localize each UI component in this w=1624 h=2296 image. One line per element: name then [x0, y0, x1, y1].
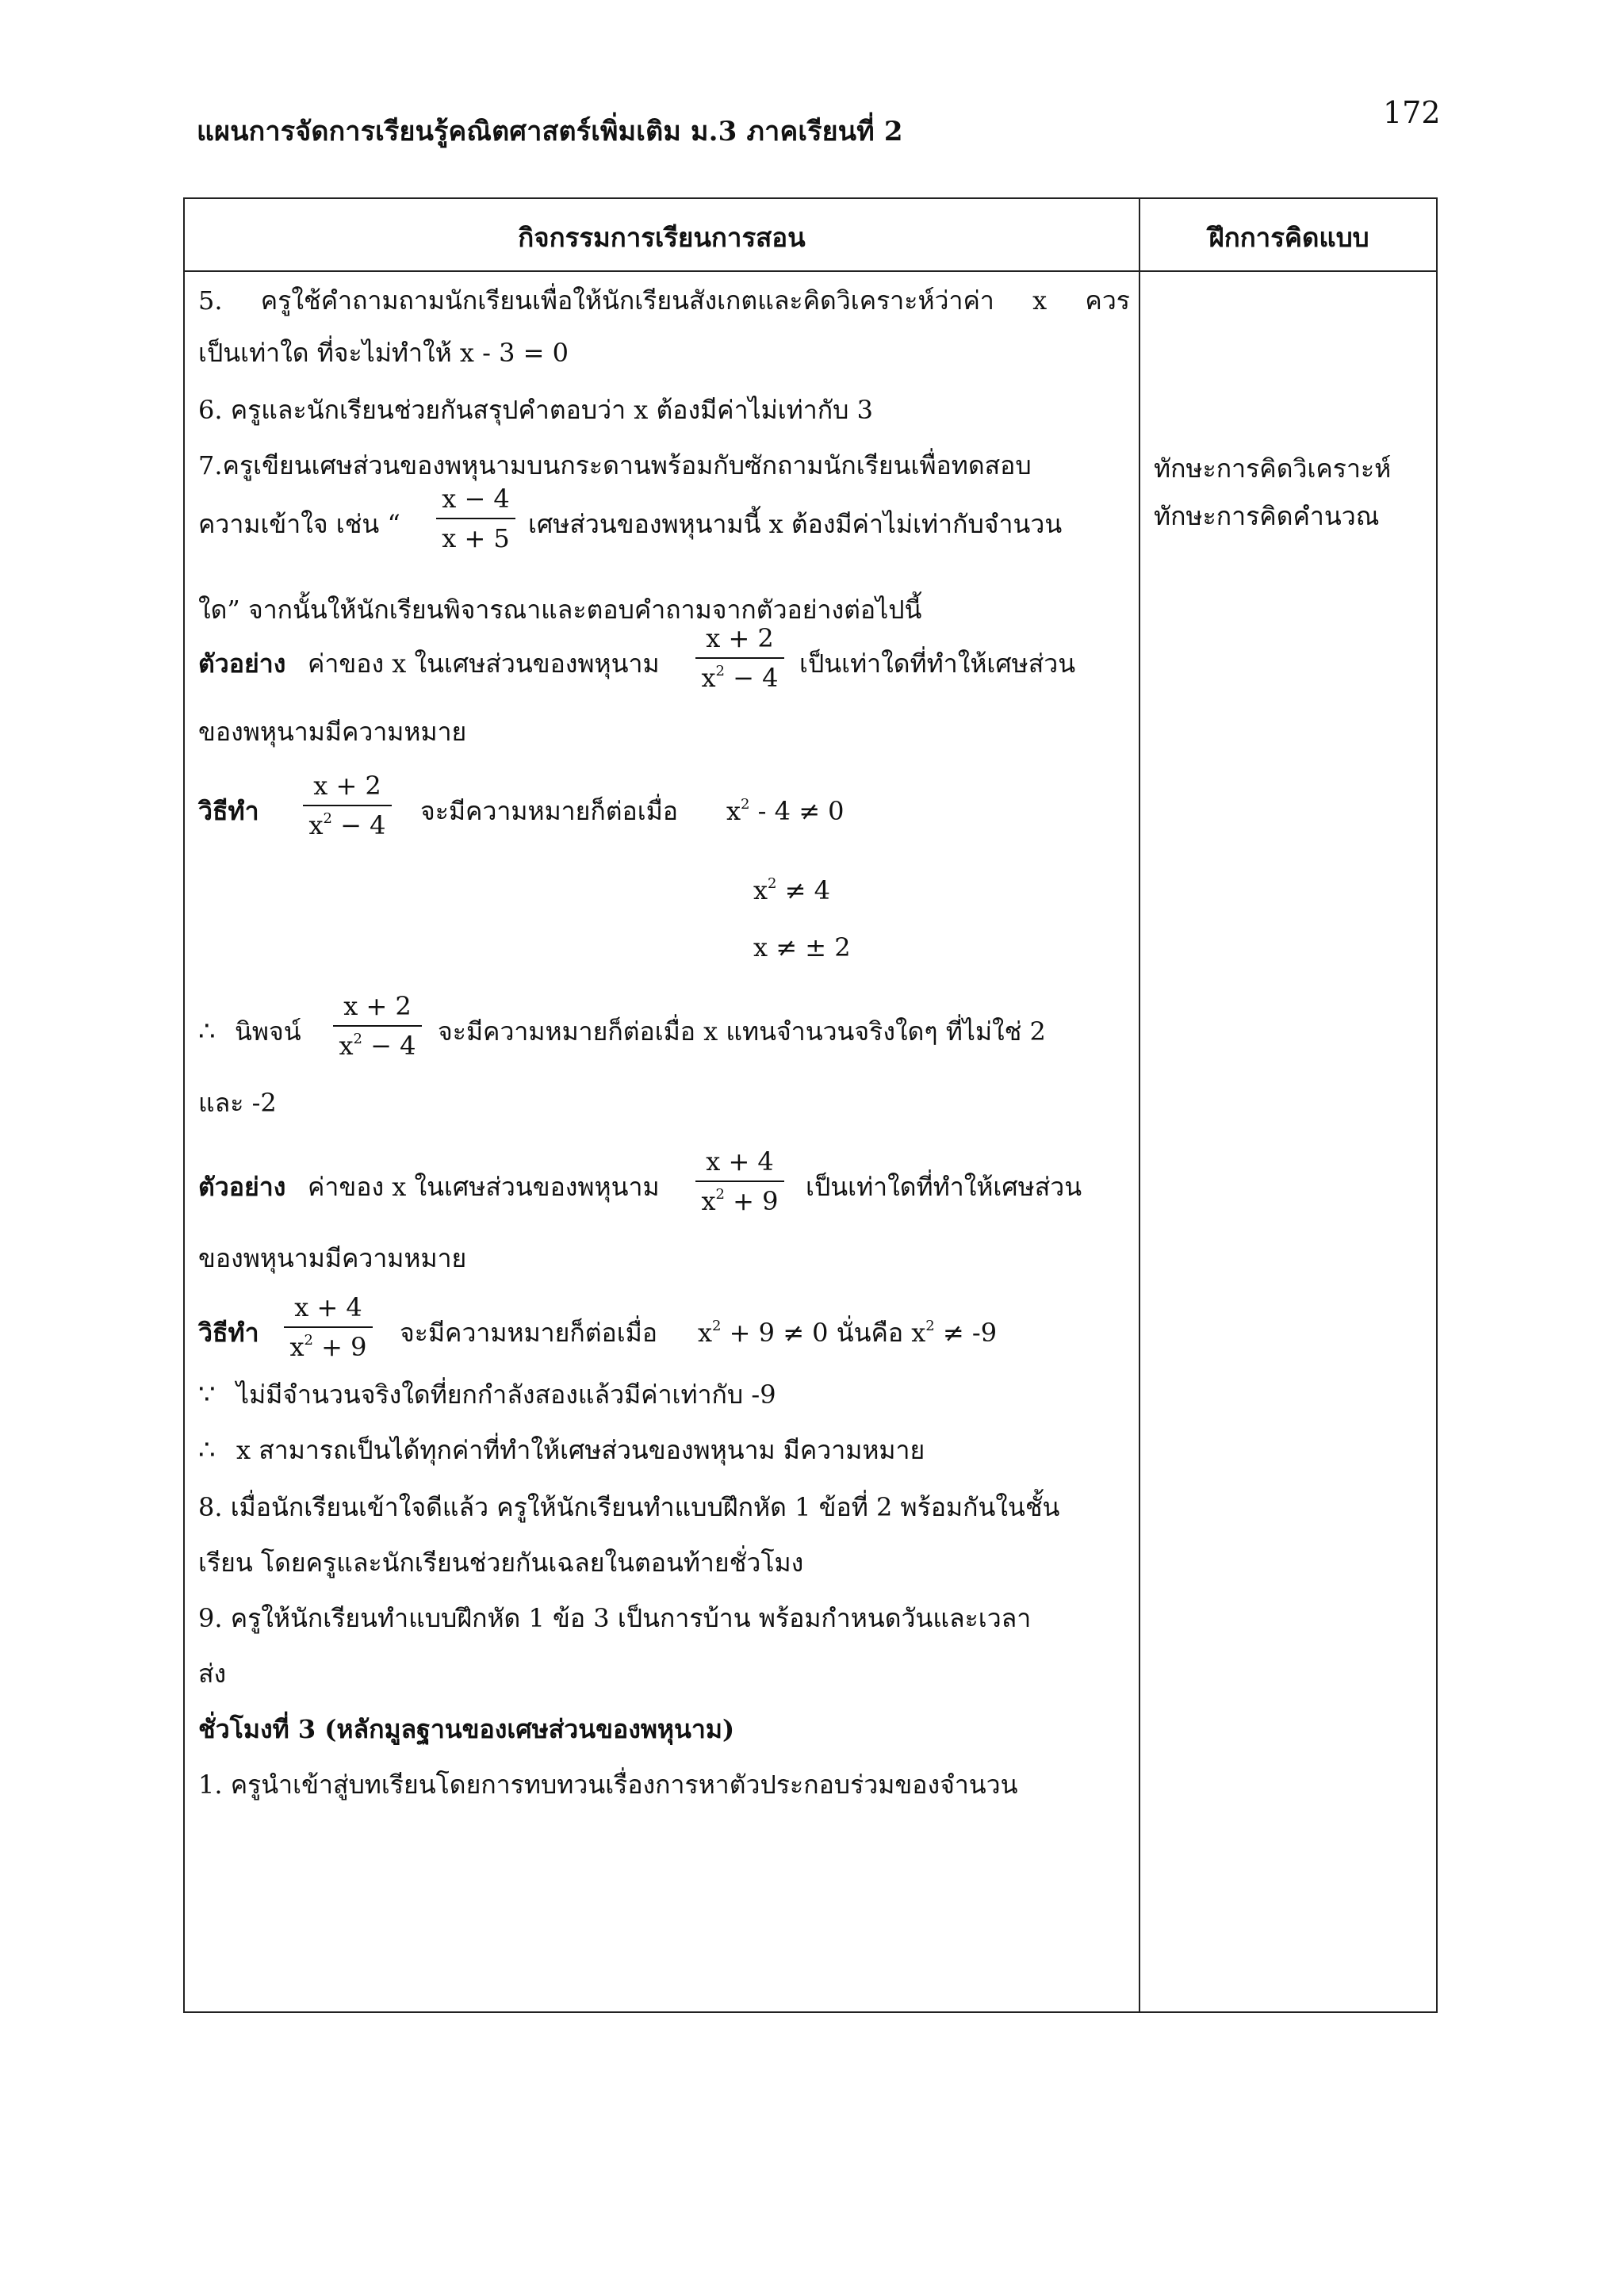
den-base: x — [339, 1031, 354, 1061]
step-5-text: ครูใช้คำถามถามนักเรียนเพื่อให้นักเรียนสังเกตและคิดวิเคราะห์ว่าค่า — [260, 285, 994, 316]
den-rest: + 9 — [724, 1186, 779, 1216]
page-number: 172 — [1383, 95, 1441, 130]
den-base: x — [289, 1332, 304, 1362]
den-base: x — [701, 1186, 716, 1216]
solution-1-fraction — [303, 770, 392, 846]
example-1-continuation: ของพหุนามมีความหมาย — [198, 717, 467, 747]
conclusion-1-post: จะมีความหมายก็ต่อเมื่อ x แทนจำนวนจริงใดๆ ที่ไม่ใช่ 2 — [438, 1016, 1046, 1047]
fraction-numerator: x + 2 — [343, 991, 412, 1021]
fraction-numerator: x − 4 — [442, 484, 510, 514]
den-exponent: 2 — [304, 1332, 313, 1349]
step-8-line-1: 8. เมื่อนักเรียนเข้าใจดีแล้ว ครูให้นักเรียนทำแบบฝึกหัด 1 ข้อที่ 2 พร้อมกันในชั้น — [198, 1492, 1060, 1522]
example-2-pre: ค่าของ x ในเศษส่วนของพหุนาม — [308, 1172, 660, 1202]
step-8-line-2: เรียน โดยครูและนักเรียนช่วยกันเฉลยในตอนท้ายชั่วโมง — [198, 1548, 804, 1578]
eq-rest: ≠ 4 — [776, 875, 831, 905]
header-divider — [185, 270, 1436, 272]
solution-1-eq-2 — [753, 874, 830, 911]
example-2-label: ตัวอย่าง — [198, 1172, 286, 1202]
den-exponent: 2 — [715, 663, 725, 679]
step-9-line-1: 9. ครูให้นักเรียนทำแบบฝึกหัด 1 ข้อ 3 เป็นการบ้าน พร้อมกำหนดวันและเวลา — [198, 1603, 1032, 1633]
fraction-denominator — [695, 662, 784, 698]
den-rest: − 4 — [362, 1031, 416, 1061]
solution-1-eq-3: x ≠ ± 2 — [753, 932, 851, 962]
column-header-activity: กิจกรรมการเรียนการสอน — [518, 222, 806, 253]
eq-exponent: 2 — [712, 1318, 722, 1334]
eq-exponent-2: 2 — [925, 1318, 935, 1334]
step-9-line-2: ส่ง — [198, 1659, 227, 1689]
example-1-pre: ค่าของ x ในเศษส่วนของพหุนาม — [308, 649, 660, 679]
step-7-line-2-post: เศษส่วนของพหุนามนี้ x ต้องมีค่าไม่เท่ากับจำนวน — [528, 509, 1063, 539]
den-base: x — [308, 810, 324, 840]
lesson-table — [183, 197, 1438, 2013]
eq-base: x — [726, 796, 741, 826]
step-5-line-2: เป็นเท่าใด ที่จะไม่ทำให้ x - 3 = 0 — [198, 338, 569, 368]
den-exponent: 2 — [323, 810, 332, 827]
den-base: x — [701, 663, 716, 693]
fraction-denominator: x + 5 — [442, 523, 510, 553]
solution-2-label: วิธีทำ — [198, 1318, 259, 1348]
thinking-skill-calculation: ทักษะการคิดคำนวณ — [1154, 501, 1380, 531]
solution-1-text: จะมีความหมายก็ต่อเมื่อ — [420, 796, 678, 826]
eq-exponent: 2 — [768, 875, 777, 892]
conclusion-1-continuation: และ -2 — [198, 1088, 277, 1118]
example-2-fraction — [695, 1146, 784, 1222]
example-1-post: เป็นเท่าใดที่ทำให้เศษส่วน — [799, 649, 1076, 679]
den-exponent: 2 — [715, 1186, 725, 1203]
fraction-bar — [284, 1326, 373, 1328]
conclusion-1-pre: นิพจน์ — [235, 1016, 301, 1047]
fraction-denominator — [695, 1185, 784, 1222]
eq-exponent: 2 — [741, 796, 750, 813]
eq-base: x — [753, 875, 768, 905]
step-5-end: ควร — [1085, 285, 1130, 316]
fraction-bar — [333, 1025, 422, 1027]
fraction-numerator: x + 4 — [706, 1146, 774, 1177]
hour-3-heading: ชั่วโมงที่ 3 (หลักมูลฐานของเศษส่วนของพหุนาม) — [198, 1714, 735, 1744]
example-2-post: เป็นเท่าใดที่ทำให้เศษส่วน — [806, 1172, 1082, 1202]
solution-2-fraction — [284, 1292, 373, 1368]
fraction-x-minus-4-over-x-plus-5 — [436, 483, 515, 554]
therefore-symbol-2: ∴ — [198, 1434, 216, 1466]
page-header-title: แผนการจัดการเรียนรู้คณิตศาสตร์เพิ่มเติม ม.3 ภาคเรียนที่ 2 — [197, 116, 903, 147]
fraction-denominator — [333, 1030, 422, 1066]
because-symbol: ∵ — [198, 1379, 216, 1410]
step-5-number: 5. — [198, 285, 223, 316]
fraction-numerator: x + 4 — [294, 1292, 362, 1322]
fraction-bar — [303, 805, 392, 806]
fraction-numerator: x + 2 — [313, 771, 381, 801]
example-1-fraction — [695, 622, 784, 698]
fraction-bar — [436, 518, 515, 519]
step-7-line-2-pre: ความเข้าใจ เช่น “ — [198, 509, 400, 539]
eq-base: x — [698, 1318, 713, 1348]
solution-2-eq — [698, 1317, 997, 1353]
column-header-thinking: ฝึกการคิดแบบ — [1208, 222, 1369, 253]
step-7-line-1: 7.ครูเขียนเศษส่วนของพหุนามบนกระดานพร้อมกับซักถามนักเรียนเพื่อทดสอบ — [198, 450, 1032, 480]
den-exponent: 2 — [353, 1031, 362, 1047]
solution-1-label: วิธีทำ — [198, 796, 259, 826]
fraction-bar — [695, 1181, 784, 1182]
example-2-continuation: ของพหุนามมีความหมาย — [198, 1243, 467, 1273]
step-5-var: x — [1032, 285, 1048, 316]
step-6: 6. ครูและนักเรียนช่วยกันสรุปคำตอบว่า x ต้องมีค่าไม่เท่ากับ 3 — [198, 395, 873, 425]
step-5-line-1 — [198, 285, 1130, 316]
fraction-denominator — [284, 1331, 373, 1368]
eq-rest-2: ≠ -9 — [934, 1318, 998, 1348]
therefore-text: x สามารถเป็นได้ทุกค่าที่ทำให้เศษส่วนของพหุนาม มีความหมาย — [236, 1435, 925, 1465]
solution-1-eq-1 — [726, 795, 845, 832]
den-rest: − 4 — [331, 810, 386, 840]
eq-rest: + 9 ≠ 0 นั่นคือ x — [721, 1318, 926, 1348]
conclusion-1-fraction — [333, 990, 422, 1066]
therefore-symbol: ∴ — [198, 1016, 216, 1047]
den-rest: − 4 — [724, 663, 779, 693]
thinking-skill-analytical: ทักษะการคิดวิเคราะห์ — [1154, 453, 1392, 484]
den-rest: + 9 — [312, 1332, 367, 1362]
hour-3-step-1: 1. ครูนำเข้าสู่บทเรียนโดยการทบทวนเรื่องการหาตัวประกอบร่วมของจำนวน — [198, 1770, 1018, 1800]
fraction-bar — [695, 657, 784, 659]
fraction-numerator: x + 2 — [706, 623, 774, 653]
example-1-label: ตัวอย่าง — [198, 649, 286, 679]
eq-rest: - 4 ≠ 0 — [749, 796, 845, 826]
because-text: ไม่มีจำนวนจริงใดที่ยกกำลังสองแล้วมีค่าเท่ากับ -9 — [236, 1380, 776, 1410]
step-7-line-3: ใด” จากนั้นให้นักเรียนพิจารณาและตอบคำถามจากตัวอย่างต่อไปนี้ — [198, 595, 922, 625]
fraction-denominator — [303, 809, 392, 846]
solution-2-text: จะมีความหมายก็ต่อเมื่อ — [400, 1318, 657, 1348]
column-divider — [1139, 199, 1140, 2011]
